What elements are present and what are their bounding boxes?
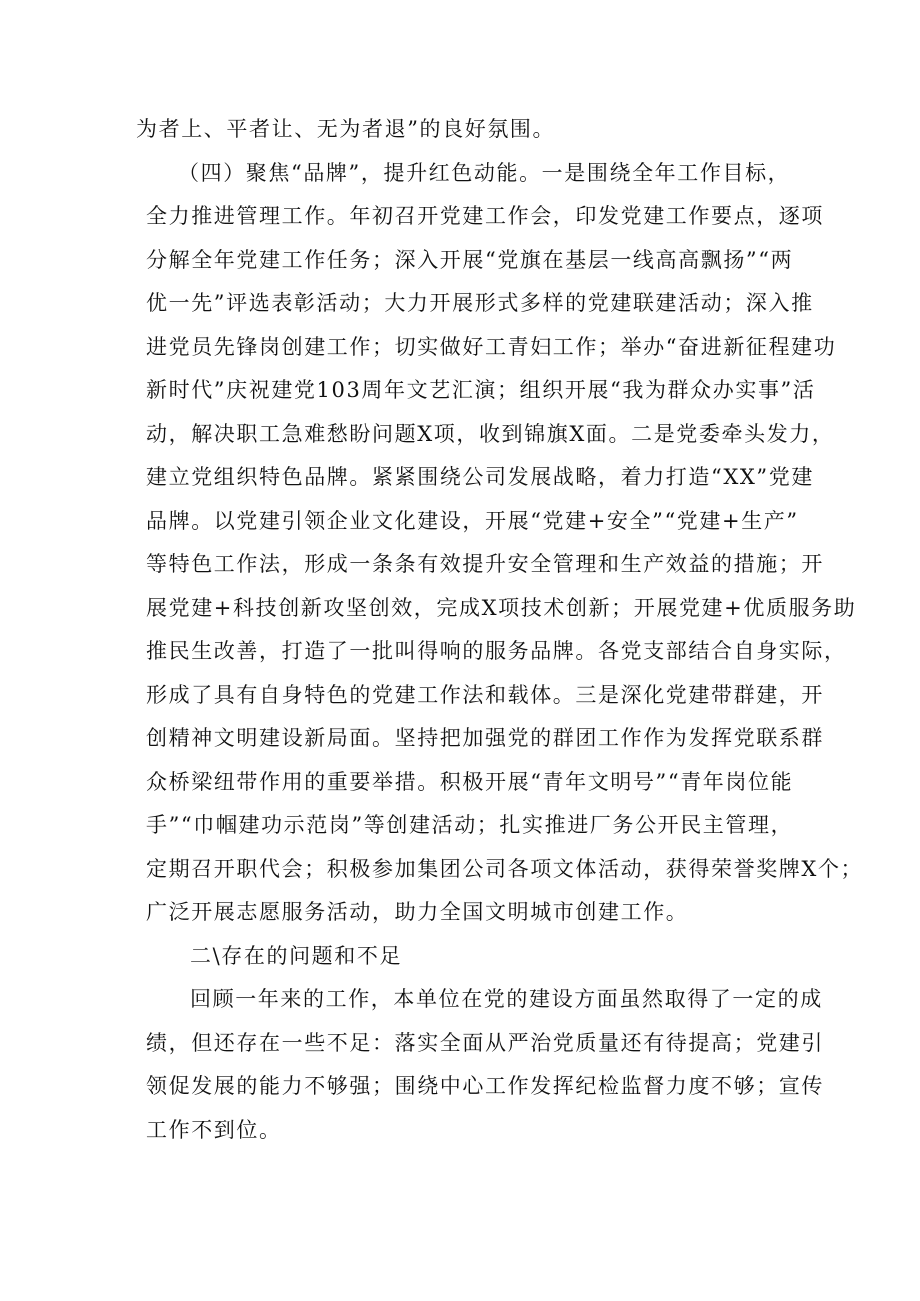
text-line: 进党员先锋岗创建工作；切实做好工青妇工作；举办“奋进新征程建功 [146, 335, 837, 359]
text-line: 建立党组织特色品牌。紧紧围绕公司发展战略，着力打造“XX”党建 [146, 465, 814, 489]
text-line: 广泛开展志愿服务活动，助力全国文明城市创建工作。 [146, 900, 689, 924]
text-line: 定期召开职代会；积极参加集团公司各项文体活动，获得荣誉奖牌X个； [146, 857, 864, 881]
text-line: 品牌。以党建引领企业文化建设，开展“党建+安全”“党建+生产” [146, 509, 799, 533]
text-line: 回顾一年来的工作，本单位在党的建设方面虽然取得了一定的成 [190, 987, 823, 1011]
text-line: 全力推进管理工作。年初召开党建工作会，印发党建工作要点，逐项 [146, 204, 824, 228]
text-line: 等特色工作法，形成一条条有效提升安全管理和生产效益的措施；开 [146, 552, 824, 576]
text-line: 众桥梁纽带作用的重要举措。积极开展“青年文明号”“青年岗位能 [146, 770, 794, 794]
section-heading-line: 二\存在的问题和不足 [190, 944, 403, 968]
section-heading-line: （四）聚焦“品牌”，提升红色动能。一是围绕全年工作目标， [178, 161, 791, 185]
text-line: 工作不到位。 [146, 1118, 282, 1142]
text-line: 形成了具有自身特色的党建工作法和载体。三是深化党建带群建，开 [146, 683, 824, 707]
text-line: 推民生改善，打造了一批叫得响的服务品牌。各党支部结合自身实际， [146, 639, 847, 663]
text-line: 展党建+科技创新攻坚创效，完成X项技术创新；开展党建+优质服务助 [146, 596, 857, 620]
text-line: 创精神文明建设新局面。坚持把加强党的群团工作作为发挥党联系群 [146, 726, 824, 750]
text-line: 分解全年党建工作任务；深入开展“党旗在基层一线高高飘扬”“两 [146, 248, 794, 272]
text-line: 动，解决职工急难愁盼问题X项，收到锦旗X面。二是党委牵头发力， [146, 422, 835, 446]
text-line: 手”“巾帼建功示范岗”等创建活动；扎实推进厂务公开民主管理， [146, 813, 794, 837]
text-line: 新时代”庆祝建党103周年文艺汇演；组织开展“我为群众办实事”活 [146, 378, 816, 402]
text-line: 为者上、平者让、无为者退”的良好氛围。 [136, 117, 556, 141]
text-line: 优一先”评选表彰活动；大力开展形式多样的党建联建活动；深入推 [146, 291, 814, 315]
text-line: 领促发展的能力不够强；围绕中心工作发挥纪检监督力度不够；宣传 [146, 1074, 824, 1098]
text-line: 绩，但还存在一些不足：落实全面从严治党质量还有待提高；党建引 [146, 1031, 824, 1055]
